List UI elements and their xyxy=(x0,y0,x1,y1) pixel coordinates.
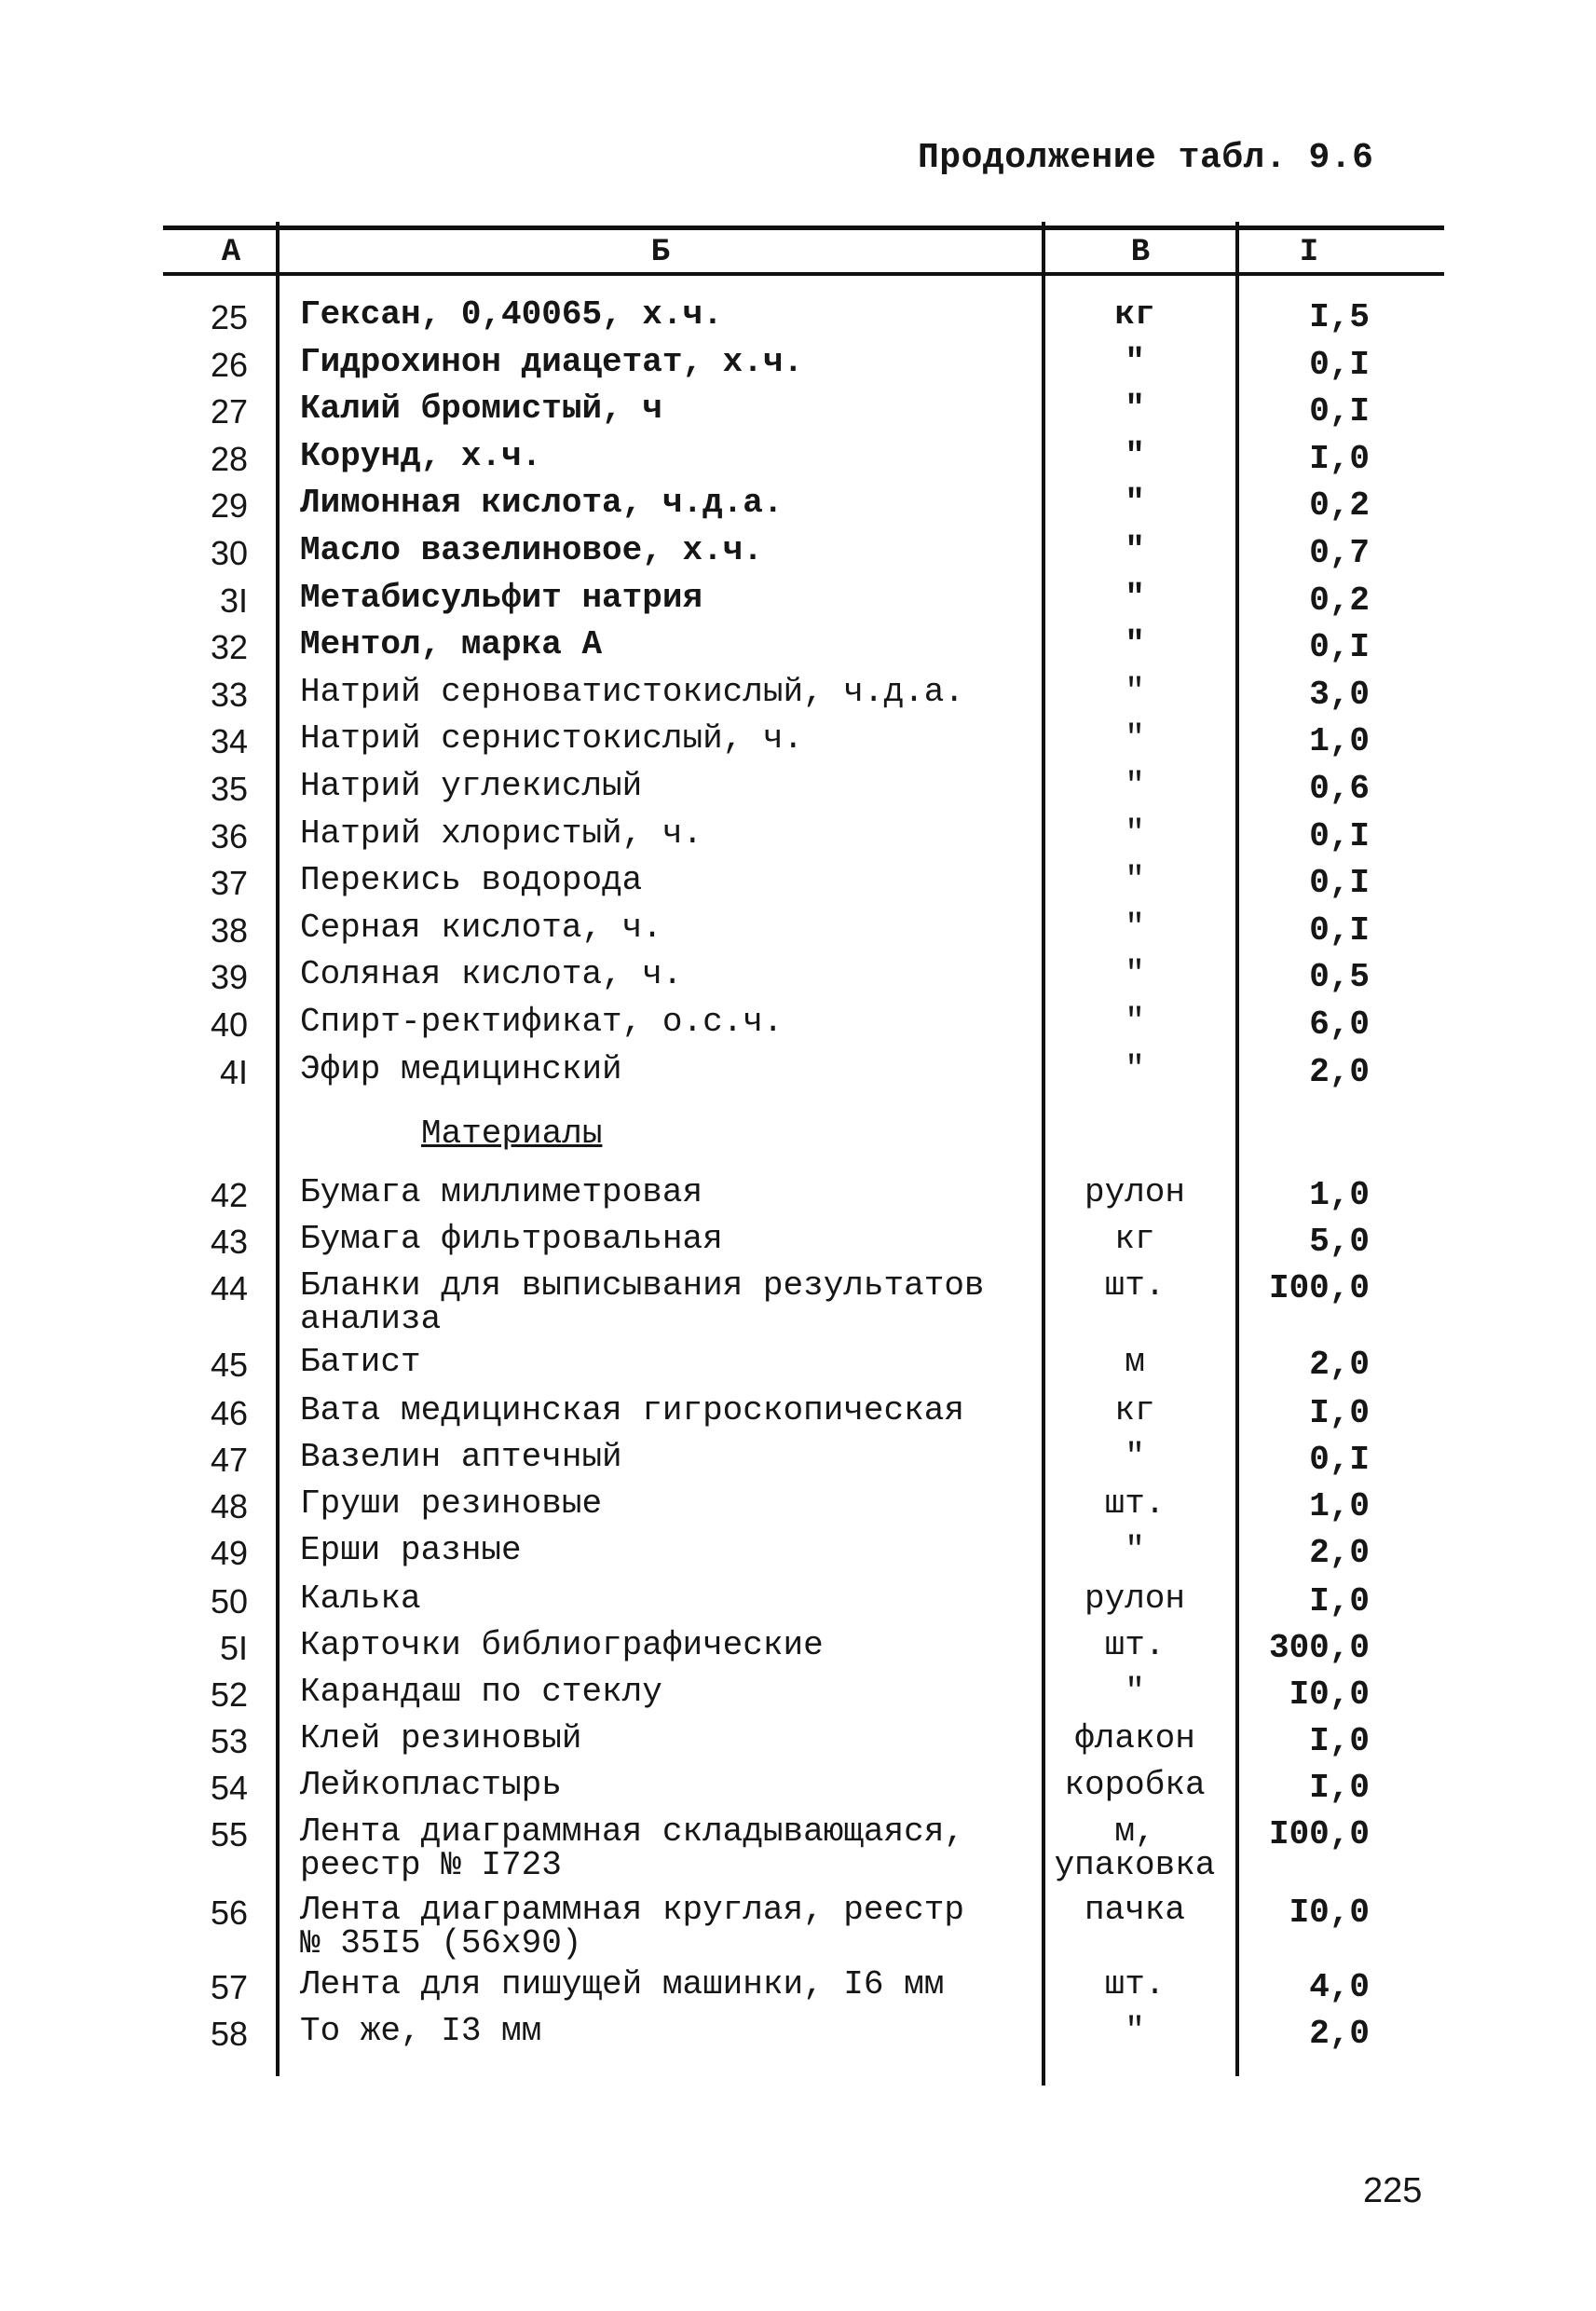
item-quantity: I,0 xyxy=(1309,1722,1370,1760)
item-unit: " xyxy=(1125,578,1145,617)
item-unit: " xyxy=(1125,814,1145,853)
item-unit: рулон xyxy=(1084,1579,1186,1618)
item-name: Бумага фильтровальная xyxy=(300,1220,723,1258)
item-name: Спирт-ректификат, о.с.ч. xyxy=(300,1003,784,1041)
item-quantity: 5,0 xyxy=(1309,1223,1370,1261)
row-number: 3I xyxy=(219,581,248,620)
row-number: 25 xyxy=(210,298,248,336)
item-unit: " xyxy=(1125,1003,1145,1041)
item-quantity: 0,I xyxy=(1309,392,1370,431)
row-number: 26 xyxy=(210,345,248,384)
item-name: Карандаш по стеклу xyxy=(300,1673,662,1711)
item-quantity: 0,I xyxy=(1309,816,1370,855)
item-name: Масло вазелиновое, х.ч. xyxy=(300,531,763,569)
item-unit: шт. xyxy=(1104,1626,1166,1664)
row-number: 46 xyxy=(210,1394,248,1432)
row-number: 57 xyxy=(210,1968,248,2006)
item-quantity: I,0 xyxy=(1309,439,1370,478)
row-number: 48 xyxy=(210,1487,248,1525)
item-unit: м xyxy=(1125,1343,1145,1381)
item-name: Корунд, х.ч. xyxy=(300,436,542,475)
item-quantity: I,0 xyxy=(1309,1394,1370,1432)
item-name: Натрий углекислый xyxy=(300,767,643,805)
item-unit: " xyxy=(1125,1438,1145,1476)
row-number: 54 xyxy=(210,1769,248,1807)
item-name: Батист xyxy=(300,1343,421,1381)
item-name: Вазелин аптечный xyxy=(300,1438,622,1476)
item-quantity: 3,0 xyxy=(1309,675,1370,714)
item-unit: кг xyxy=(1114,1391,1155,1429)
item-unit: " xyxy=(1125,719,1145,759)
item-quantity: 1,0 xyxy=(1309,1487,1370,1525)
item-unit: шт. xyxy=(1104,1266,1166,1305)
item-quantity: 1,0 xyxy=(1309,1176,1370,1214)
item-name: Калий бромистый, ч xyxy=(300,390,662,429)
table-top-rule xyxy=(163,226,1444,230)
item-name: Перекись водорода xyxy=(300,861,643,900)
row-number: 35 xyxy=(210,770,248,808)
row-number: 39 xyxy=(210,958,248,997)
section-title: Материалы xyxy=(421,1114,603,1153)
item-quantity: I,0 xyxy=(1309,1582,1370,1620)
item-quantity: 0,I xyxy=(1309,628,1370,667)
row-number: 45 xyxy=(210,1346,248,1384)
row-number: 28 xyxy=(210,439,248,478)
item-quantity: I,5 xyxy=(1309,298,1370,336)
item-name: Натрий сернистокислый, ч. xyxy=(300,719,804,759)
item-unit: " xyxy=(1125,1531,1145,1569)
item-unit: " xyxy=(1125,1673,1145,1711)
row-number: 55 xyxy=(210,1815,248,1853)
item-unit: шт. xyxy=(1104,1965,1166,2003)
item-quantity: 6,0 xyxy=(1309,1005,1370,1044)
table-header-rule xyxy=(163,272,1444,276)
row-number: 56 xyxy=(210,1894,248,1932)
item-quantity: 0,I xyxy=(1309,345,1370,384)
table-caption: Продолжение табл. 9.6 xyxy=(918,138,1374,178)
item-unit: рулон xyxy=(1084,1173,1186,1211)
row-number: 33 xyxy=(210,675,248,714)
row-number: 30 xyxy=(210,534,248,572)
row-number: 40 xyxy=(210,1005,248,1044)
item-unit: " xyxy=(1125,2012,1145,2050)
item-quantity: 0,I xyxy=(1309,910,1370,950)
item-unit: " xyxy=(1125,955,1145,994)
row-number: 29 xyxy=(210,486,248,526)
item-name: То же, I3 мм xyxy=(300,2012,542,2050)
item-quantity: I0,0 xyxy=(1289,1675,1370,1714)
item-quantity: 2,0 xyxy=(1309,1346,1370,1384)
item-name: Метабисульфит натрия xyxy=(300,578,703,617)
item-quantity: 0,7 xyxy=(1309,534,1370,572)
item-unit: кг xyxy=(1114,295,1155,334)
row-number: 36 xyxy=(210,816,248,855)
item-name: Вата медицинская гигроскопическая xyxy=(300,1391,964,1429)
row-number: 47 xyxy=(210,1441,248,1479)
item-unit: " xyxy=(1125,531,1145,569)
item-quantity: I00,0 xyxy=(1268,1269,1370,1307)
row-number: 42 xyxy=(210,1176,248,1214)
item-quantity: 0,I xyxy=(1309,1441,1370,1479)
item-unit: пачка xyxy=(1084,1891,1186,1929)
item-unit: " xyxy=(1125,625,1145,664)
item-quantity: 0,5 xyxy=(1309,958,1370,997)
row-number: 58 xyxy=(210,2015,248,2053)
item-unit: " xyxy=(1125,390,1145,429)
item-name: Ерши разные xyxy=(300,1531,522,1569)
item-unit: " xyxy=(1125,908,1145,947)
item-name: Груши резиновые xyxy=(300,1484,603,1523)
row-number: 50 xyxy=(210,1582,248,1620)
item-name: Лента диаграммная круглая, реестр № 35I5 (56х90) xyxy=(300,1891,964,1962)
item-name: Калька xyxy=(300,1579,421,1618)
item-name: Серная кислота, ч. xyxy=(300,908,662,947)
item-name: Лента для пишущей машинки, I6 мм xyxy=(300,1965,945,2003)
item-quantity: 300,0 xyxy=(1268,1629,1370,1667)
item-name: Лимонная кислота, ч.д.а. xyxy=(300,484,784,523)
item-unit: " xyxy=(1125,672,1145,711)
item-unit: " xyxy=(1125,436,1145,475)
row-number: 37 xyxy=(210,864,248,903)
item-name: Гидрохинон диацетат, х.ч. xyxy=(300,342,804,381)
item-unit: м, упаковка xyxy=(1054,1812,1216,1884)
item-unit: " xyxy=(1125,861,1145,900)
item-quantity: 2,0 xyxy=(1309,2015,1370,2053)
row-number: 43 xyxy=(210,1223,248,1261)
item-quantity: 0,I xyxy=(1309,864,1370,903)
row-number: 49 xyxy=(210,1534,248,1572)
item-quantity: 2,0 xyxy=(1309,1534,1370,1572)
item-unit: " xyxy=(1125,342,1145,381)
item-name: Лента диаграммная складывающаяся, реестр № I723 xyxy=(300,1812,964,1884)
item-unit: " xyxy=(1125,767,1145,805)
row-number: 27 xyxy=(210,392,248,431)
item-name: Эфир медицинский xyxy=(300,1049,622,1088)
item-name: Ментол, марка А xyxy=(300,625,603,664)
row-number: 38 xyxy=(210,910,248,950)
page-number: 225 xyxy=(1363,2171,1423,2210)
item-quantity: 0,2 xyxy=(1309,581,1370,620)
item-name: Лейкопластырь xyxy=(300,1766,562,1804)
row-number: 53 xyxy=(210,1722,248,1760)
header-col-b: Б xyxy=(650,235,671,270)
item-unit: шт. xyxy=(1104,1484,1166,1523)
item-name: Карточки библиографические xyxy=(300,1626,824,1664)
item-quantity: 4,0 xyxy=(1309,1968,1370,2006)
header-col-1: I xyxy=(1299,235,1319,270)
row-number: 32 xyxy=(210,628,248,667)
item-quantity: 1,0 xyxy=(1309,722,1370,761)
header-col-v: В xyxy=(1130,235,1151,270)
row-number: 52 xyxy=(210,1675,248,1714)
item-quantity: 0,6 xyxy=(1309,770,1370,808)
item-unit: " xyxy=(1125,1049,1145,1088)
item-quantity: 2,0 xyxy=(1309,1052,1370,1091)
row-number: 4I xyxy=(219,1052,248,1091)
item-name: Гексан, 0,40065, х.ч. xyxy=(300,295,723,334)
item-name: Натрий хлористый, ч. xyxy=(300,814,703,853)
row-number: 34 xyxy=(210,722,248,761)
item-name: Клей резиновый xyxy=(300,1719,582,1757)
item-name: Натрий серноватистокислый, ч.д.а. xyxy=(300,672,964,711)
item-unit: кг xyxy=(1114,1220,1155,1258)
item-name: Бумага миллиметровая xyxy=(300,1173,703,1211)
item-unit: флакон xyxy=(1074,1719,1195,1757)
item-quantity: I0,0 xyxy=(1289,1894,1370,1932)
item-name: Бланки для выписывания результатов анализа xyxy=(300,1266,985,1338)
item-quantity: I,0 xyxy=(1309,1769,1370,1807)
item-unit: " xyxy=(1125,484,1145,523)
item-unit: коробка xyxy=(1064,1766,1206,1804)
row-number: 5I xyxy=(219,1629,248,1667)
header-col-a: А xyxy=(221,235,241,270)
column-divider-1 xyxy=(276,222,280,2076)
item-quantity: 0,2 xyxy=(1309,486,1370,526)
item-quantity: I00,0 xyxy=(1268,1815,1370,1853)
item-name: Соляная кислота, ч. xyxy=(300,955,683,994)
row-number: 44 xyxy=(210,1269,248,1307)
